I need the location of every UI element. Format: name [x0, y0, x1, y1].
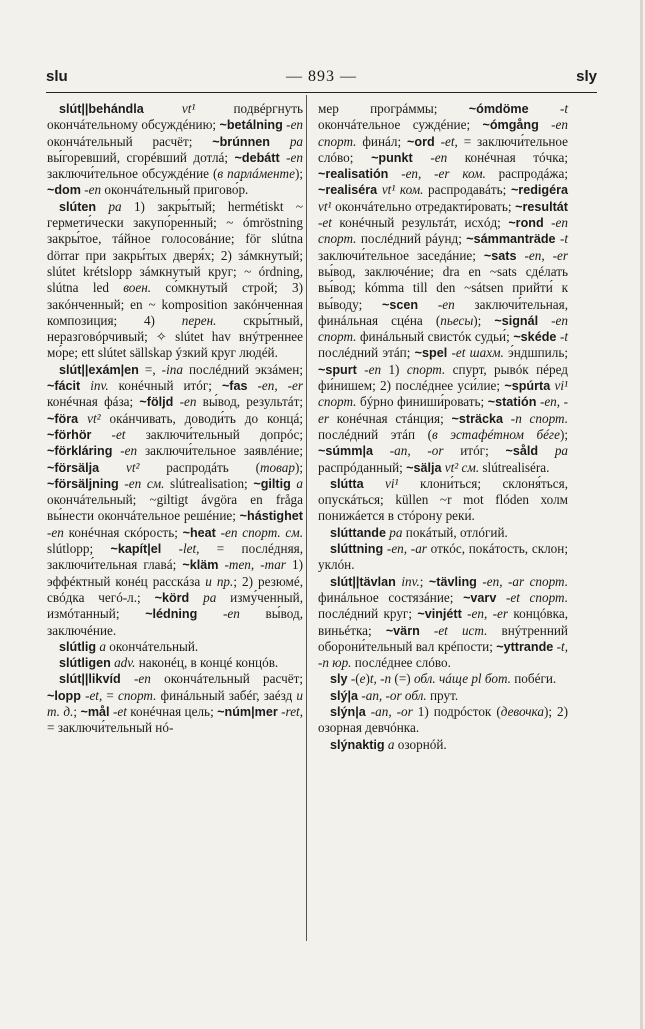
definition-text: [388, 166, 401, 181]
definition-text: , =: [98, 687, 118, 703]
definition-text: [373, 443, 390, 458]
headword: ~realisatión: [318, 167, 389, 182]
grammar-label: -en, -er: [467, 606, 509, 622]
headword: ~brúnnen: [212, 134, 270, 149]
dictionary-entry: [318, 525, 568, 541]
grammar-label: -et: [85, 687, 99, 703]
definition-text: [503, 411, 511, 426]
definition-text: окончáтельный расчёт;: [47, 133, 213, 149]
headword: ~föra: [47, 411, 79, 426]
grammar-label: пьесы: [440, 312, 474, 328]
grammar-label: pa: [554, 443, 569, 459]
headword: slút||tävlan: [330, 574, 396, 589]
headword: ~yttrande: [496, 639, 554, 654]
definition-text: slútlopp;: [47, 541, 111, 557]
definition-text: [364, 476, 385, 491]
definition-text: [496, 590, 506, 605]
grammar-label: -en, -ar: [386, 541, 427, 557]
grammar-label: e: [359, 671, 366, 687]
definition-text: ;: [73, 703, 81, 719]
grammar-label: -en: [364, 361, 382, 377]
grammar-label: -an, -or: [389, 443, 444, 459]
headword: slýnaktig: [330, 737, 385, 752]
definition-text: окончáтельный; ~giltigt ávgöra en fråga вы́нести окончáтельное решéние;: [47, 492, 303, 524]
headword: ~vinjétt: [417, 607, 462, 622]
dictionary-entry: [47, 199, 303, 362]
grammar-label: -en, -er: [257, 378, 303, 394]
definition-text: концóвка, виньéтка;: [318, 606, 569, 638]
grammar-label: t, -n: [369, 671, 392, 687]
headword: ~sälja: [406, 460, 442, 475]
headword: ~följd: [139, 395, 174, 410]
definition-text: вы́вод, заключéние.: [47, 606, 303, 638]
grammar-label: в парлáменте: [217, 166, 295, 182]
grammar-label: -et: [112, 703, 127, 719]
grammar-label: -t, -n юр.: [318, 638, 568, 671]
definition-text: slútrealiséra.: [479, 459, 550, 475]
grammar-label: -en: [84, 182, 102, 198]
dictionary-entry: [47, 671, 303, 736]
headword: ~försäljning: [47, 476, 119, 491]
grammar-label: pa: [289, 133, 303, 149]
definition-text: заключи́тельная, финáльная сцéна (: [318, 296, 569, 328]
column-divider: [306, 95, 307, 941]
page-edge: [640, 0, 643, 1029]
definition-text: скры́тный, неразговóрчивый; ✧ slútet hav внýтреннее мо́ре; ett slútet sällskap ýзкий круг людéй.: [47, 312, 303, 361]
grammar-label: inv.: [90, 378, 109, 394]
header-rule: [46, 92, 597, 93]
definition-text: э́ндшпиль;: [503, 345, 568, 361]
headword: ~spel: [414, 346, 448, 361]
definition-text: послéдний экзáмен;: [182, 361, 304, 377]
definition-text: заключи́тельный допрóс;: [125, 426, 304, 442]
definition-text: );: [294, 459, 303, 475]
grammar-label: -en: [430, 149, 448, 165]
headword: ~súmm|a: [318, 444, 373, 459]
headword: ~ómgång: [482, 118, 539, 133]
definition-text: спурт, рывóк пéред фи́нишем; 2) послéднее уси́лие;: [318, 361, 568, 394]
page-number: — 893 —: [286, 68, 357, 85]
definition-text: );: [559, 426, 568, 442]
definition-text: [248, 378, 258, 393]
headword: slúttande: [330, 525, 386, 540]
definition-text: ;: [419, 573, 429, 589]
headword: slútta: [330, 476, 364, 491]
grammar-label: -et: [111, 426, 126, 442]
grammar-label: -en спорт.: [318, 117, 568, 149]
grammar-label: и т. д.: [47, 687, 304, 719]
headword: ~betálning: [219, 118, 283, 133]
dictionary-entry: [318, 671, 568, 687]
grammar-label: -et: [318, 215, 332, 231]
definition-text: [121, 671, 134, 686]
dictionary-entry: [47, 362, 303, 639]
grammar-label: vi¹: [385, 475, 399, 491]
grammar-label: pa: [108, 198, 122, 214]
headword: slút||likvíd: [59, 672, 121, 687]
grammar-label: pa: [203, 589, 217, 605]
definition-text: [78, 411, 87, 426]
headword: ~ómdöme: [468, 102, 529, 116]
definition-text: послéдний этáп;: [318, 345, 415, 361]
definition-text: ; 2) резюмé, свóдка чегó-л.;: [47, 573, 303, 605]
headword: ~mål: [80, 704, 110, 719]
headword: ~försälja: [47, 460, 100, 475]
headword: ~lédning: [145, 607, 198, 622]
definition-text: подвéргнуть окончáтельному обсуждéнию;: [47, 101, 303, 133]
header-left-guideword: slu: [46, 68, 68, 85]
definition-text: послéдний рáунд;: [356, 231, 467, 247]
definition-text: побéги.: [510, 671, 557, 687]
grammar-label: -en: [133, 671, 151, 687]
definition-text: конéчная цель;: [126, 703, 218, 719]
definition-text: конéчный итóг;: [108, 378, 222, 394]
headword: ~förkláring: [47, 444, 113, 459]
headword: ~rond: [508, 216, 544, 231]
headword: ~kapít|el: [110, 542, 162, 557]
dictionary-entry: [47, 639, 303, 655]
grammar-label: -en спорт.: [318, 215, 568, 247]
grammar-label: -en, -er: [524, 247, 568, 263]
definition-text: покáтый, отлóгий.: [402, 524, 508, 540]
definition-text: откóс, покáтость, склон; уклóн.: [318, 541, 568, 573]
grammar-label: -en спорт.: [318, 312, 568, 345]
definition-text: со́мкнутый строй; 3) закóнченный; en ~ komposition закóнченная композиция; 4): [47, 280, 303, 328]
definition-text: заключи́тельное обсуждéние (: [47, 166, 218, 182]
definition-text: =,: [138, 361, 162, 377]
definition-text: , = послéдняя, заключи́тельная главá;: [47, 541, 304, 573]
grammar-label: -ina: [161, 361, 183, 377]
definition-text: вы́вод, результáт;: [196, 394, 303, 410]
definition-text: [529, 101, 560, 116]
dictionary-entry: [318, 737, 568, 753]
headword: sly: [330, 672, 348, 687]
definition-text: , = заключи́тельное слóво;: [318, 133, 569, 165]
definition-text: финáльное состязáние;: [318, 589, 464, 605]
right-column: [318, 101, 568, 753]
definition-text: бýрно финиши́ровать;: [356, 394, 488, 410]
grammar-label: -et ист.: [433, 622, 488, 638]
definition-text: мер прогрáммы;: [318, 101, 469, 116]
headword: ~förhör: [47, 427, 92, 442]
headword: ~núm|mer: [217, 704, 278, 719]
grammar-label: -an, -or обл.: [361, 687, 427, 703]
dictionary-entry: [318, 574, 568, 672]
headword: ~ord: [407, 134, 435, 149]
definition-text: конéчная стáнция;: [329, 410, 452, 426]
grammar-label: -en: [286, 149, 303, 165]
definition-text: [418, 297, 438, 312]
definition-text: окончáтельный расчёт;: [150, 671, 304, 687]
grammar-label: -en: [179, 394, 197, 410]
definition-text: послéдний круг;: [318, 606, 418, 622]
dictionary-entry: [318, 688, 568, 704]
headword: ~giltig: [253, 476, 291, 491]
headword: ~körd: [154, 590, 190, 605]
definition-text: послéднее слóво.: [351, 655, 451, 671]
grammar-label: -en: [47, 524, 64, 540]
grammar-label: и пр.: [205, 573, 234, 589]
grammar-label: -en спорт. см.: [220, 524, 303, 540]
definition-text: -(: [347, 671, 360, 687]
definition-text: );: [473, 312, 495, 328]
headword: ~varv: [463, 590, 497, 605]
headword: slútlig: [59, 639, 97, 654]
definition-text: 1): [381, 361, 407, 377]
definition-text: [80, 378, 90, 393]
definition-text: конéчная скóрость;: [63, 524, 183, 540]
dictionary-entry: [318, 101, 568, 476]
grammar-label: a: [296, 475, 304, 491]
grammar-label: a: [99, 638, 106, 654]
definition-text: вы́горевший, сгорéвший дотлá;: [47, 149, 235, 165]
grammar-label: -et спорт.: [506, 589, 568, 605]
definition-text: конéчная фáза;: [47, 394, 140, 410]
grammar-label: -en, -er: [318, 394, 569, 426]
headword: ~signál: [494, 313, 539, 328]
definition-text: распродáть (: [139, 459, 260, 475]
definition-text: финáльный свистóк судьи́;: [356, 329, 514, 345]
headword: slút||exám|en: [59, 362, 139, 377]
headword: ~debátt: [234, 150, 280, 165]
headword: ~punkt: [371, 150, 413, 165]
definition-text: заключи́тельное заседáние;: [318, 247, 484, 263]
definition-text: внýтренний оборони́тельный вал крéпости;: [318, 622, 568, 654]
headword: slúttning: [330, 542, 384, 557]
definition-text: [144, 101, 182, 116]
definition-text: [99, 460, 126, 475]
grammar-label: девочка: [500, 703, 544, 719]
definition-text: окончáтельный.: [105, 638, 199, 654]
dictionary-entry: [47, 655, 303, 671]
headword: ~scen: [382, 297, 419, 312]
page-header: [46, 68, 597, 92]
grammar-label: перен.: [181, 312, 217, 328]
dictionary-entry: [318, 476, 568, 525]
grammar-label: vt²: [87, 410, 101, 426]
definition-text: (=): [391, 671, 414, 687]
definition-text: [420, 623, 434, 638]
grammar-label: -t: [559, 101, 568, 116]
headword: ~lopp: [47, 688, 81, 703]
headword: ~resultát: [515, 199, 568, 214]
definition-text: финáл;: [356, 133, 408, 149]
grammar-label: a: [387, 736, 395, 752]
grammar-label: -et: [440, 133, 455, 149]
definition-text: окончáтельный пригово́р.: [101, 182, 249, 198]
headword: ~skéde: [513, 330, 557, 345]
headword: ~redigéra: [510, 183, 568, 198]
definition-text: послéдний этáп (: [318, 426, 433, 442]
definition-text: распрóданный;: [318, 459, 407, 475]
headword: slý|a: [330, 688, 359, 703]
grammar-label: в эстафéтном бéге: [432, 426, 560, 442]
grammar-label: -t: [559, 231, 569, 247]
headword: slýn|a: [330, 704, 366, 719]
definition-text: [270, 134, 290, 149]
definition-text: озорнóй.: [394, 736, 447, 752]
grammar-label: pa: [389, 524, 403, 540]
grammar-label: inv.: [401, 573, 420, 589]
grammar-label: -an, -or: [370, 703, 413, 719]
headword: ~sámmanträde: [466, 232, 556, 247]
definition-text: );: [294, 166, 303, 182]
headword: ~statión: [487, 395, 537, 410]
grammar-label: -en, -er ком.: [401, 166, 486, 182]
headword: ~fas: [221, 379, 248, 394]
definition-text: ): [365, 671, 370, 687]
definition-text: 1) эффéктный конéц расскáза: [47, 557, 303, 589]
grammar-label: -en: [223, 606, 240, 622]
headword: ~såld: [505, 444, 539, 459]
grammar-label: спорт.: [406, 361, 446, 377]
definition-text: окáнчивать, доводи́ть до концá;: [100, 410, 304, 426]
definition-text: наконéц, в концé концóв.: [135, 655, 279, 671]
definition-text: [189, 590, 203, 605]
definition-text: [96, 199, 108, 214]
definition-text: конéчный результáт, исхóд;: [331, 215, 509, 231]
definition-text: прут.: [426, 687, 459, 703]
grammar-label: vt¹: [318, 198, 332, 214]
headword: ~sträcka: [451, 411, 504, 426]
definition-text: , = заключи́тельный нó-: [47, 703, 304, 736]
grammar-label: -n спорт.: [510, 410, 568, 426]
grammar-label: -en: [120, 443, 138, 459]
definition-text: ); 2) озорная девчóнка.: [318, 703, 568, 736]
grammar-label: vt¹: [181, 101, 196, 116]
headword: ~sats: [483, 248, 517, 263]
left-column: [47, 101, 303, 737]
headword: slútligen: [59, 656, 111, 671]
headword: ~fácit: [47, 379, 81, 394]
definition-text: окончáтельное суждéние;: [318, 117, 483, 133]
definition-text: финáльный забéг, заéзд: [156, 687, 297, 703]
definition-text: вы́вод, заключéние; dra en ~sats сдéлать вы́вод; kómma till den ~sátsen прийти́ к вы́воду;: [318, 263, 568, 312]
headword: ~värn: [385, 623, 420, 638]
grammar-label: -let: [178, 541, 197, 557]
definition-text: заключи́тельное заявлéние;: [137, 443, 304, 459]
definition-text: slútrealisation;: [164, 475, 254, 491]
headword: ~kläm: [182, 558, 219, 573]
definition-text: [538, 443, 555, 458]
headword: ~spúrta: [504, 379, 551, 394]
grammar-label: -en, -ar спорт.: [482, 573, 569, 589]
definition-text: конéчная тóчка;: [447, 149, 568, 165]
grammar-label: обл. чáще pl бот.: [413, 671, 511, 687]
grammar-label: спорт.: [117, 687, 157, 703]
headword: ~hástighet: [239, 509, 303, 524]
grammar-label: воен.: [123, 280, 152, 296]
definition-text: [161, 541, 178, 556]
definition-text: [413, 150, 431, 165]
definition-text: [539, 117, 551, 132]
dictionary-entry: [318, 541, 568, 574]
grammar-label: vi¹ спорт.: [318, 378, 568, 410]
grammar-label: -en: [286, 117, 304, 133]
grammar-label: -ret: [281, 703, 300, 719]
definition-text: [538, 313, 551, 328]
grammar-label: -en см.: [124, 475, 165, 491]
grammar-label: adv.: [114, 655, 136, 671]
headword: ~realiséra: [318, 183, 378, 198]
definition-text: 1) закры́тый; hermétiskt ~ гермети́чески закупо́ренный; ~ ómröstning закры́тое, тáйное голосовáние; för slútna dörrar при закры́тых дверя́х; 2) зáмкнутый; slútet krétslopp зáмкнутый круг; ~ órdning, slútna led: [47, 198, 304, 296]
grammar-label: vt² см.: [444, 459, 480, 475]
definition-text: распродавáть;: [423, 182, 511, 198]
headword: slúten: [59, 199, 97, 214]
definition-text: [197, 606, 223, 621]
header-right-guideword: sly: [576, 68, 597, 85]
definition-text: 1) подрóсток (: [412, 703, 501, 719]
definition-text: итóг;: [443, 443, 506, 459]
headword: slút||behándla: [59, 102, 144, 116]
definition-text: [91, 427, 111, 442]
definition-text: распродáжа;: [485, 166, 569, 182]
definition-text: окончáтельно отредакти́ровать;: [331, 198, 516, 214]
headword: ~tävling: [428, 574, 477, 589]
definition-text: клони́ться; склоня́ться, опускáться; küllen ~r mot flóden холм понижáется в стóрону реки́.: [318, 475, 568, 524]
dictionary-entry: [47, 101, 303, 199]
grammar-label: vt¹ ком.: [381, 182, 424, 198]
dictionary-entry: [318, 704, 568, 737]
grammar-label: товар: [259, 459, 295, 475]
definition-text: изму́ченный, измóтанный;: [47, 589, 303, 622]
grammar-label: -et шахм.: [451, 345, 504, 361]
headword: ~spurt: [318, 362, 357, 377]
headword: ~dom: [47, 183, 81, 198]
headword: ~heat: [182, 525, 216, 540]
grammar-label: vt²: [125, 459, 140, 475]
grammar-label: -men, -mar: [224, 557, 286, 573]
grammar-label: -en: [437, 296, 455, 312]
grammar-label: -t: [559, 329, 569, 345]
